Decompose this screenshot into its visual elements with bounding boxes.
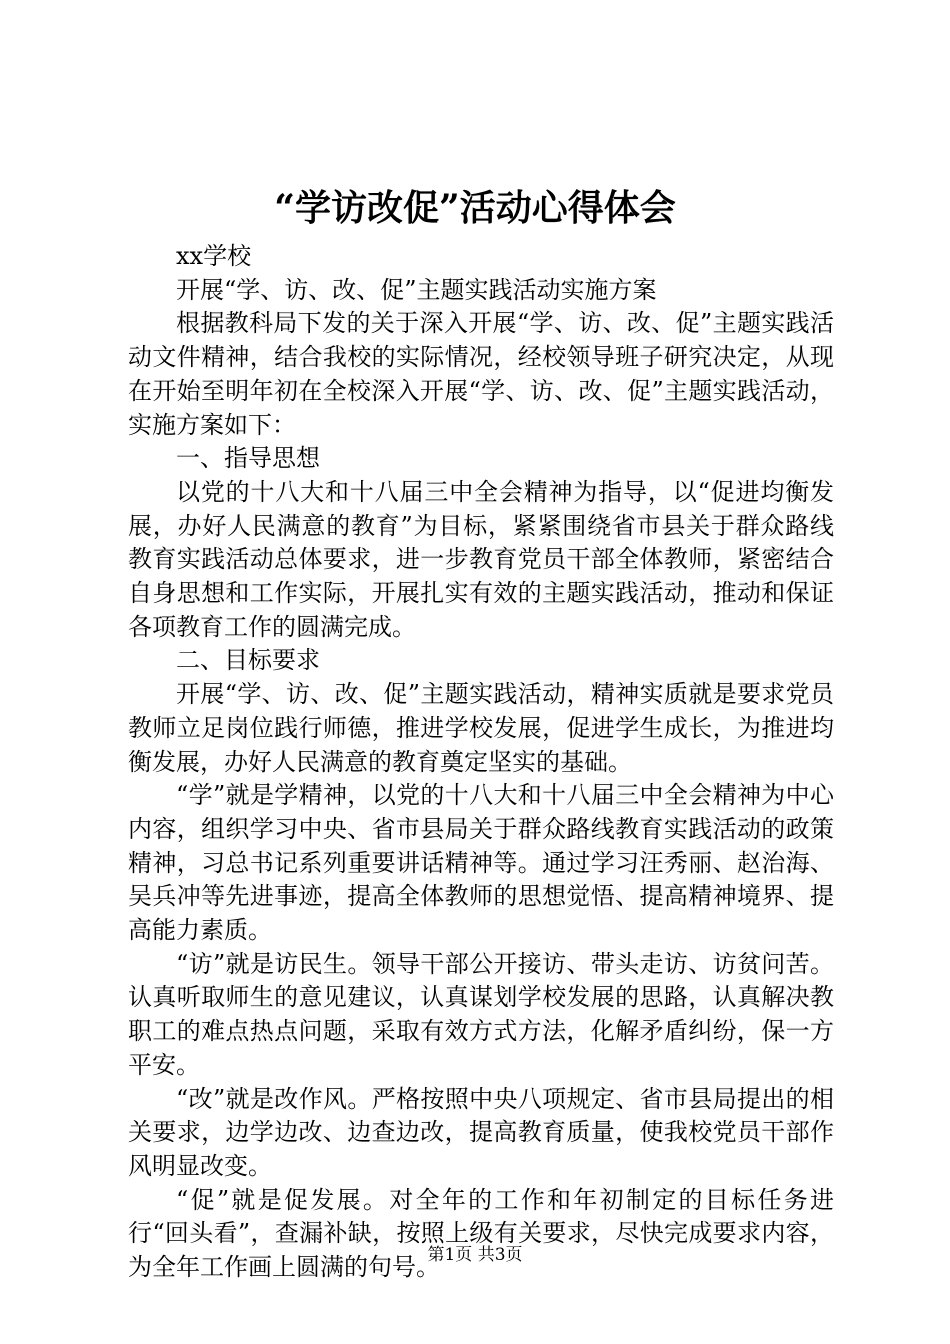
page-number-footer: 第1页 共3页	[427, 1245, 523, 1265]
study-paragraph: “学”就是学精神，以党的十八大和十八届三中全会精神为中心内容，组织学习中央、省市县局关于群众路线教育实践活动的政策精神，习总书记系列重要讲话精神等。通过学习汪秀丽、赵治海、吴兵冲等先进事迹，提高全体教师的思想觉悟、提高精神境界、提高能力素质。	[128, 781, 834, 945]
school-name: xx学校	[176, 242, 252, 270]
promote-paragraph: “促”就是促发展。对全年的工作和年初制定的目标任务进行“回头看”，查漏补缺，按照上级有关要求，尽快完成要求内容，为全年工作画上圆满的句号。	[128, 1185, 834, 1282]
goals-paragraph: 开展“学、访、改、促”主题实践活动，精神实质就是要求党员教师立足岗位践行师德，推进学校发展，促进学生成长，为推进均衡发展，办好人民满意的教育奠定坚实的基础。	[128, 680, 834, 776]
section-heading-goals: 二、目标要求	[176, 646, 320, 675]
document-body	[128, 240, 834, 1285]
section-heading-guiding-thought: 一、指导思想	[176, 444, 320, 473]
guiding-thought-paragraph: 以党的十八大和十八届三中全会精神为指导，以“促进均衡发展，办好人民满意的教育”为目标，紧紧围绕省市县关于群众路线教育实践活动总体要求，进一步教育党员干部全体教师，紧密结合自身思想和工作实际，开展扎实有效的主题实践活动，推动和保证各项教育工作的圆满完成。	[128, 477, 834, 641]
intro-paragraph: 根据教科局下发的关于深入开展“学、访、改、促”主题实践活动文件精神，结合我校的实际情况，经校领导班子研究决定，从现在开始至明年初在全校深入开展“学、访、改、促”主题实践活动，实施方案如下：	[128, 309, 834, 439]
document-title: “学访改促”活动心得体会	[274, 187, 676, 229]
visit-paragraph: “访”就是访民生。领导干部公开接访、带头走访、访贫问苦。认真听取师生的意见建议，认真谋划学校发展的思路，认真解决教职工的难点热点问题，采取有效方式方法，化解矛盾纠纷，保一方平安。	[128, 949, 834, 1079]
reform-paragraph: “改”就是改作风。严格按照中央八项规定、省市县局提出的相关要求，边学边改、边查边改，提高教育质量，使我校党员干部作风明显改变。	[128, 1084, 834, 1180]
plan-heading: 开展“学、访、改、促”主题实践活动实施方案	[176, 275, 657, 304]
